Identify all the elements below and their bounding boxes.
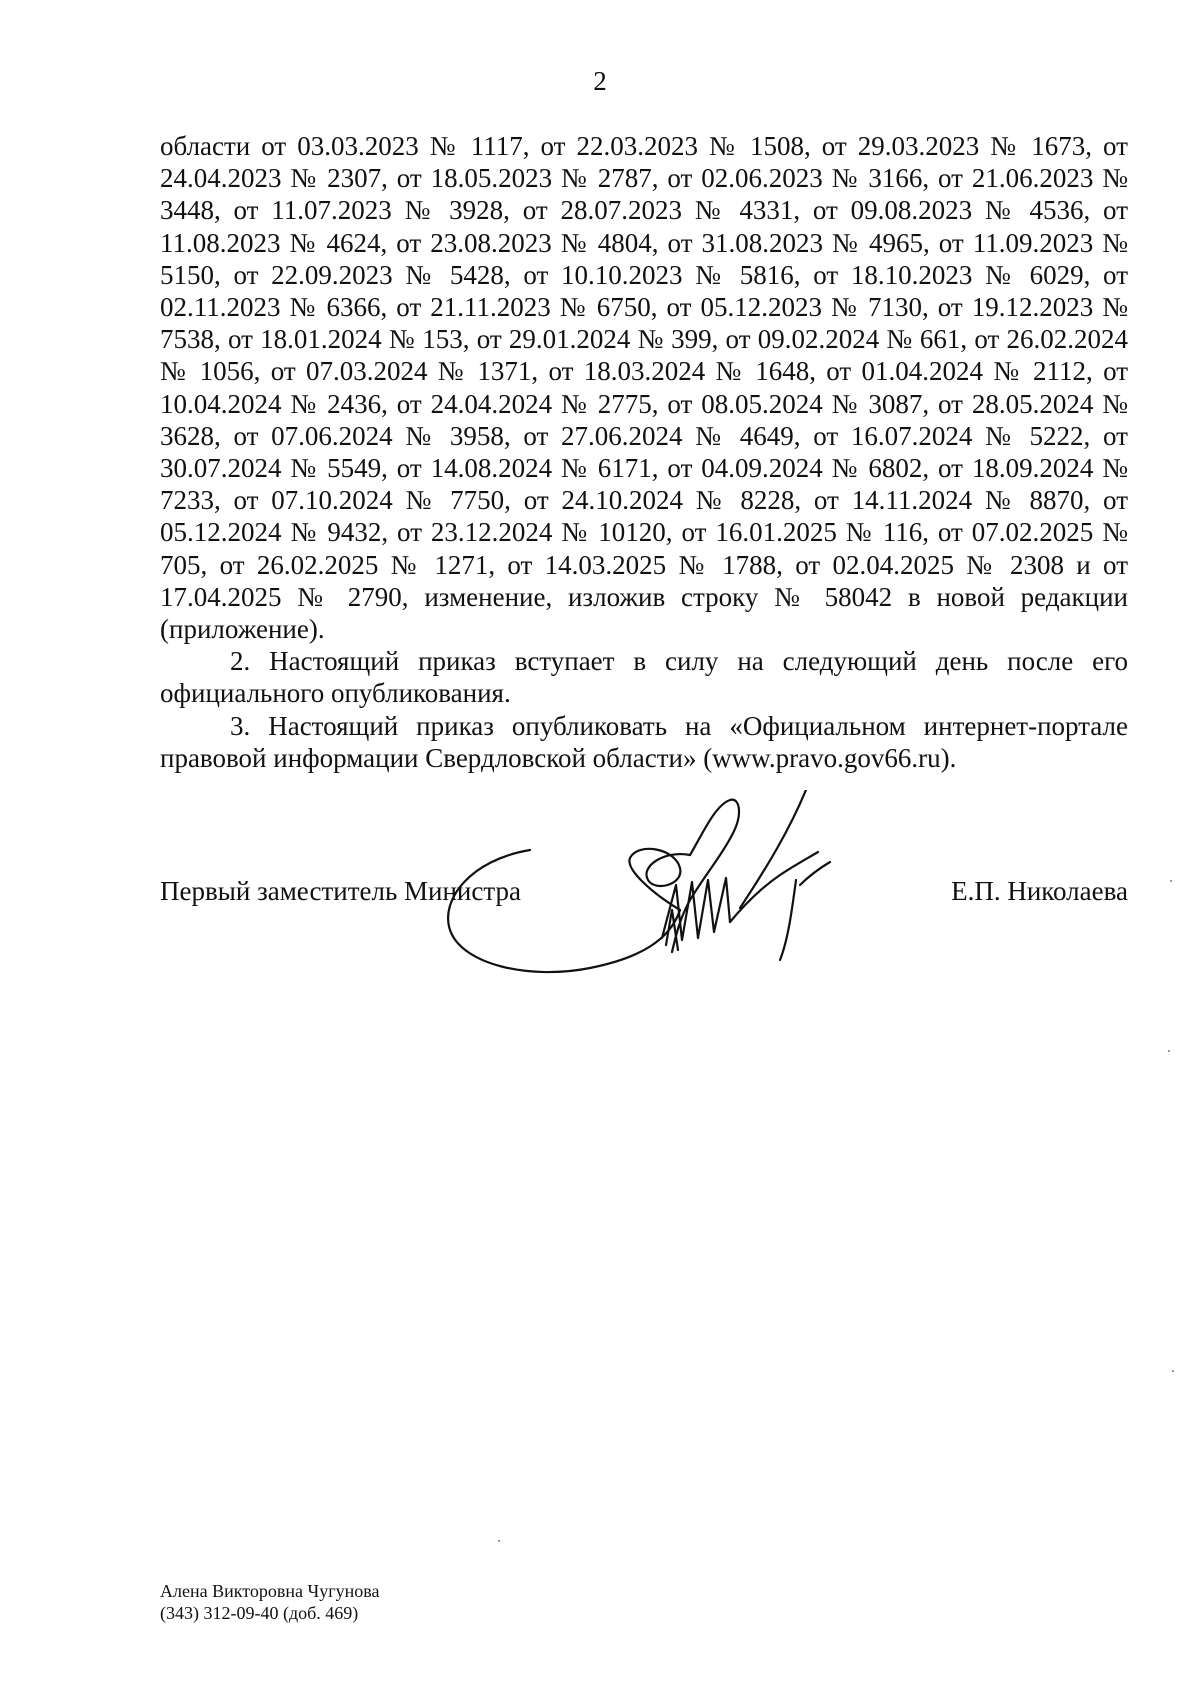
paragraph-line: от 24.10.2024 № 8228, от 14.11.2024 № 8870, от 05.12.2024 № 9432,	[160, 485, 1128, 548]
paragraph-line: от 09.08.2023 № 4536, от 11.08.2023 № 4624, от 23.08.2023 № 4804,	[160, 195, 1129, 258]
paragraph-line: от 04.09.2024 № 6802, от 18.09.2024 № 7233, от 07.10.2024 № 7750,	[160, 453, 1129, 516]
paragraph-line: от 21.11.2023 № 6750, от 05.12.2023 № 7130, от 19.12.2023 № 7538,	[160, 292, 1128, 355]
paragraph-line: от 18.01.2024 № 153, от 29.01.2024 № 399, от 09.02.2024 № 661, от 26.02.2024	[227, 324, 1128, 355]
executor-name: Алена Викторовна Чугунова	[160, 1581, 380, 1601]
executor-info	[160, 1580, 379, 1624]
paragraph-line: № 1673, от 24.04.2023 № 2307, от 18.05.2023 № 2787, от 02.06.2023 № 3166,	[160, 131, 1128, 194]
paragraph-line: области от 03.03.2023 № 1117, от 22.03.2023 № 1508, от 29.03.2023	[160, 131, 980, 161]
paragraph-line: от 21.06.2023 № 3448, от 11.07.2023 № 3928, от 28.07.2023 № 4331,	[160, 163, 1128, 226]
scan-speck	[1170, 880, 1172, 882]
amendments-paragraph	[160, 130, 1128, 645]
paragraph-line: от 10.10.2023 № 5816, от 18.10.2023 № 6029, от 02.11.2023 № 6366,	[160, 259, 1128, 323]
document-body	[160, 130, 1128, 774]
paragraph-line: от 31.08.2023 № 4965, от 11.09.2023 № 5150, от 22.09.2023 № 5428,	[160, 227, 1129, 290]
page-number: 2	[593, 66, 607, 96]
signatory-title: Первый заместитель Министра	[160, 876, 521, 906]
paragraph-line: от 23.12.2024 № 10120, от 16.01.2025 № 116, от 07.02.2025 № 705, от 26.02.2025	[160, 517, 1128, 580]
paragraph-line: от 28.05.2024 № 3628, от 07.06.2024 № 3958, от 27.06.2024 № 4649,	[160, 388, 1128, 451]
scan-speck	[1172, 1370, 1174, 1372]
paragraph-line: № 1056, от 07.03.2024 № 1371, от 18.03.2024 № 1648, от 01.04.2024 № 2112,	[160, 356, 1093, 387]
executor-phone: (343) 312-09-40 (доб. 469)	[160, 1603, 359, 1623]
scan-speck	[498, 1540, 500, 1542]
handwritten-signature	[440, 790, 880, 1030]
paragraph-line: изменение, изложив строку № 58042 в новой редакции (приложение).	[160, 581, 1128, 645]
item-2-paragraph: 2. Настоящий приказ вступает в силу на следующий день после его официального опубликования.	[160, 646, 1128, 709]
paragraph-line: от 16.07.2024 № 5222, от 30.07.2024 № 5549, от 14.08.2024 № 6171,	[160, 420, 1128, 484]
paragraph-line: от 10.04.2024 № 2436, от 24.04.2024 № 2775, от 08.05.2024 № 3087,	[160, 356, 1129, 419]
item-3-paragraph: 3. Настоящий приказ опубликовать на «Официальном интернет-портале правовой информации Свердловской области» (www.pravo.gov66.ru).	[160, 710, 1128, 773]
paragraph-line: № 1271, от 14.03.2025 № 1788, от 02.04.2025 № 2308 и от 17.04.2025 № 2790,	[160, 549, 1128, 612]
scan-speck	[1168, 1050, 1170, 1052]
signatory-name: Е.П. Николаева	[951, 876, 1128, 906]
